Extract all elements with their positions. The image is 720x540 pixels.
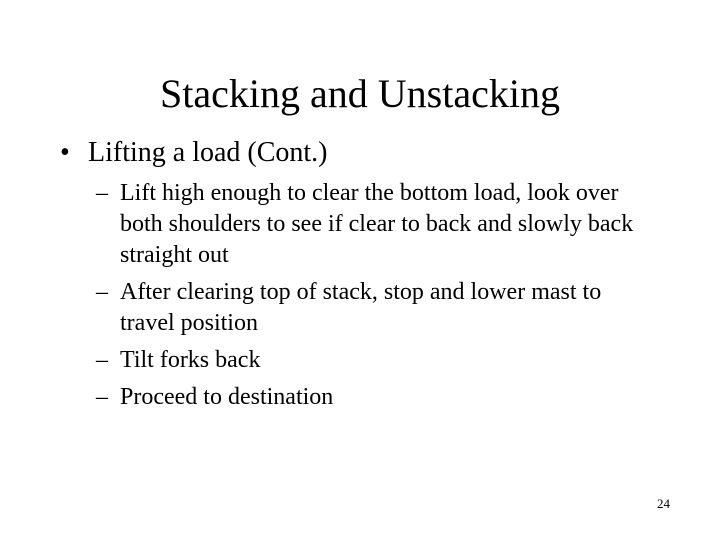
page-number: 24 — [657, 496, 670, 511]
sub-bullet-list — [96, 178, 680, 413]
sub-bullet-text: Proceed to destination — [120, 384, 334, 410]
sub-bullet-item — [96, 345, 650, 376]
dash-marker: – — [96, 180, 108, 206]
bullet-marker: • — [60, 137, 70, 168]
dash-marker: – — [96, 347, 108, 373]
bullet-item — [60, 136, 680, 170]
sub-bullet-item — [96, 178, 650, 271]
bullet-list — [60, 136, 680, 419]
slide-title: Stacking and Unstacking — [160, 71, 560, 116]
sub-bullet-text: Lift high enough to clear the bottom load, look over both shoulders to see if clear to back and slowly back straight out — [120, 180, 634, 268]
bullet-text: Lifting a load (Cont.) — [88, 137, 328, 168]
sub-bullet-text: After clearing top of stack, stop and lower mast to travel position — [120, 279, 602, 336]
dash-marker: – — [96, 279, 108, 305]
sub-bullet-text: Tilt forks back — [120, 347, 261, 373]
sub-bullet-item — [96, 382, 650, 413]
sub-bullet-item — [96, 277, 650, 339]
dash-marker: – — [96, 384, 108, 410]
